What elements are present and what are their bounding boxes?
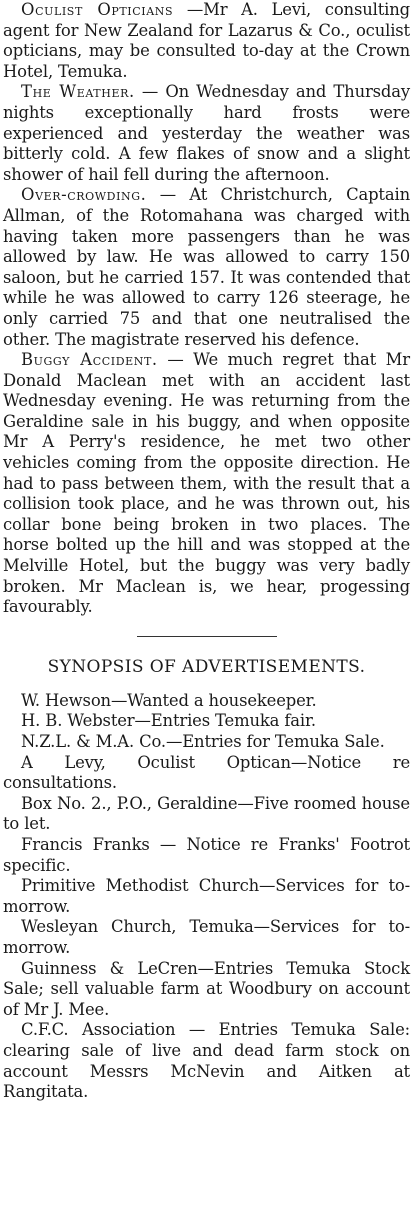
ad-text: Box No. 2., P.O., Geraldine—Five roomed house to let.: [3, 793, 410, 834]
ad-item: [3, 732, 410, 753]
ad-item: [3, 753, 410, 794]
news-lead: Over-crowding.: [21, 185, 147, 205]
ad-text: A Levy, Oculist Optican—Notice re consultations.: [3, 752, 410, 793]
news-paragraph-weather: [3, 82, 410, 185]
ad-text: C.F.C. Association — Entries Temuka Sale: clearing sale of live and dead farm stock on account Messrs McNevin and Aitken at Rangitata.: [3, 1020, 410, 1102]
news-text: — At Christchurch, Captain Allman, of the Rotomahana was charged with having taken more passengers than he was allowed by law. He was allowed to carry 150 saloon, but he carried 157. It was contended that while he was allowed to carry 126 steerage, he only carried 75 and that one neutralised the other. The magistrate reserved his defence.: [3, 185, 410, 349]
section-divider: [137, 636, 277, 637]
news-lead: Oculist Opticians: [21, 0, 174, 19]
ad-item: [3, 1020, 410, 1102]
news-lead: Buggy Accident.: [21, 350, 158, 370]
news-paragraph-overcrowding: [3, 185, 410, 350]
ad-text: Wesleyan Church, Temuka—Services for to-morrow.: [3, 917, 410, 957]
synopsis-heading: SYNOPSIS OF ADVERTISEMENTS.: [47, 656, 366, 677]
ad-text: W. Hewson—Wanted a housekeeper.: [21, 690, 317, 710]
ad-item: [3, 835, 410, 876]
news-text: —Mr A. Levi, consulting agent for New Zealand for Lazarus & Co., oculist opticians, may be consulted to-day at the Crown Hotel, Temuka.: [3, 0, 410, 81]
ad-item: [3, 917, 410, 958]
ad-text: Primitive Methodist Church—Services for to-morrow.: [3, 876, 410, 916]
news-lead: The Weather.: [21, 82, 135, 102]
ad-text: Guinness & LeCren—Entries Temuka Stock Sale; sell valuable farm at Woodbury on account of Mr J. Mee.: [3, 958, 410, 1019]
ad-item: [3, 711, 410, 732]
ad-text: Francis Franks — Notice re Franks' Footrot specific.: [3, 834, 410, 875]
news-text: — On Wednesday and Thursday nights exceptionally hard frosts were experienced and yesterday the weather was bitterly cold. A few flakes of snow and a slight shower of hail fell during the afternoon.: [3, 82, 410, 184]
news-paragraph-buggy-accident: [3, 350, 410, 618]
ad-text: H. B. Webster—Entries Temuka fair.: [21, 711, 316, 731]
news-paragraph-oculist: [3, 0, 410, 82]
ad-item: [3, 794, 410, 835]
ad-item: [3, 876, 410, 917]
ad-item: [3, 959, 410, 1021]
ad-item: [3, 691, 410, 712]
ad-text: N.Z.L. & M.A. Co.—Entries for Temuka Sale.: [21, 732, 385, 751]
news-text: — We much regret that Mr Donald Maclean met with an accident last Wednesday evening. He was returning from the Geraldine sale in his buggy, and when opposite Mr A Perry's residence, he met two other vehicles coming from the opposite direction. He had to pass between them, with the result that a collision took place, and he was thrown out, his collar bone being broken in two places. The horse bolted up the hill and was stopped at the Melville Hotel, but the buggy was very badly broken. Mr Maclean is, we hear, progessing favourably.: [3, 350, 410, 617]
